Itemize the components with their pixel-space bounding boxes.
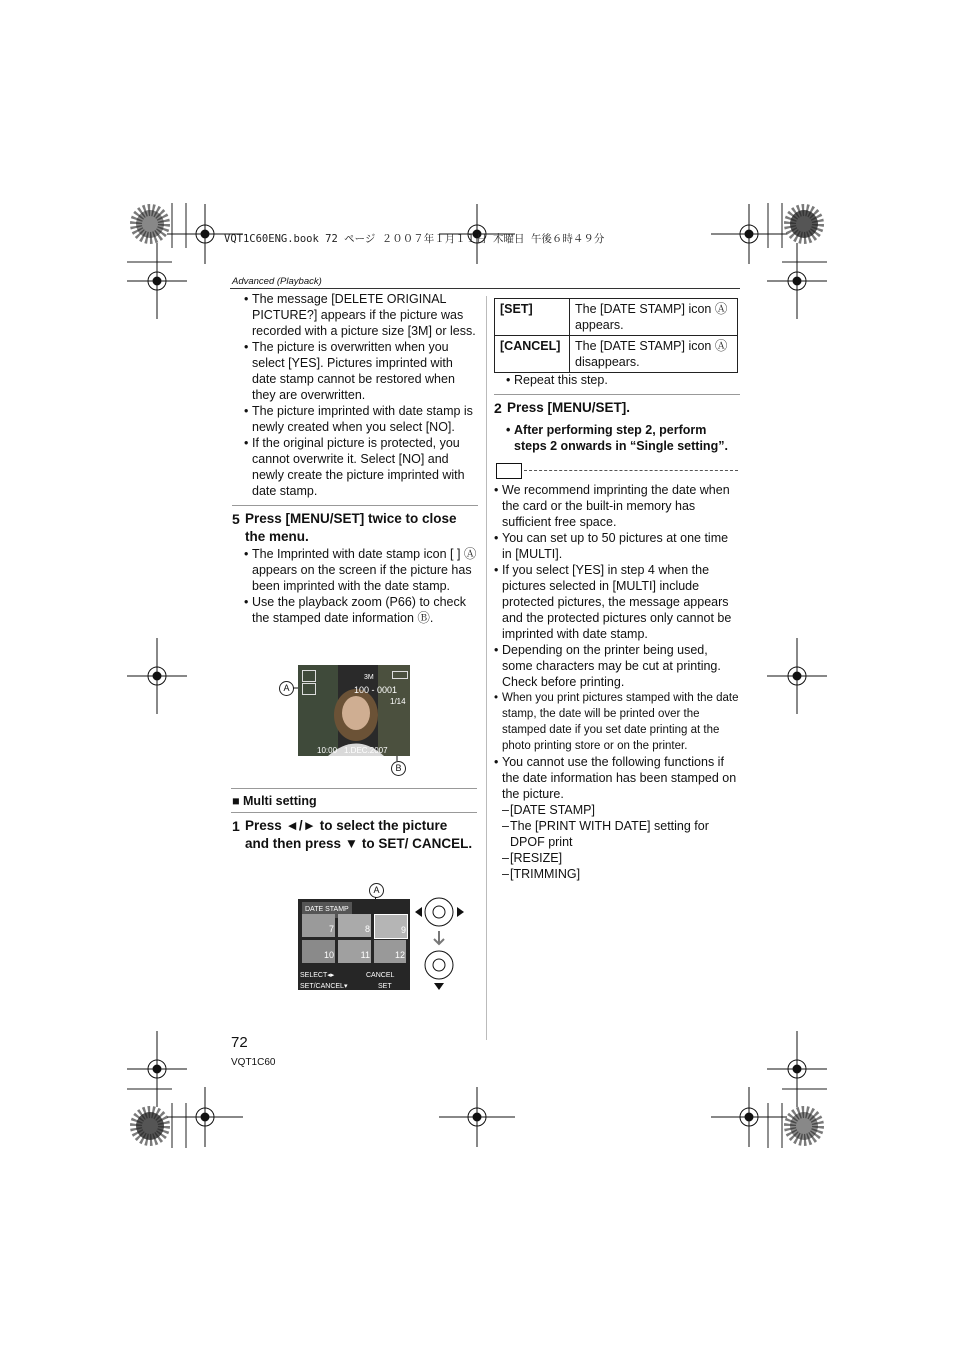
table-key: [CANCEL] bbox=[495, 336, 570, 373]
left-arrow-icon bbox=[415, 907, 422, 917]
header-rule bbox=[230, 288, 740, 289]
step2-note bbox=[494, 422, 740, 454]
divider bbox=[231, 812, 477, 813]
down-triangle-icon bbox=[434, 983, 444, 990]
label-b: B bbox=[391, 761, 406, 776]
column-divider bbox=[486, 296, 487, 1040]
bullet-item: • The picture is overwritten when you select [YES]. Pictures imprinted with date stamp cannot be restored when they are overwritten. bbox=[232, 339, 478, 403]
dash-item: – The [PRINT WITH DATE] setting for DPOF print bbox=[502, 818, 740, 850]
bullet-item: • The Imprinted with date stamp icon [ ] Ⓐ appears on the screen if the picture has been imprinted with the date stamp. bbox=[232, 546, 478, 594]
file-number: 100 - 0001 bbox=[354, 685, 398, 695]
down-arrow-icon bbox=[434, 931, 444, 944]
label-a: A bbox=[279, 681, 294, 696]
play-icon bbox=[302, 670, 316, 682]
bullet-item: • If you select [YES] in step 4 when the pictures selected in [MULTI] include protected pictures, the message appears and the protected pictures only cannot be imprinted with date stamp. bbox=[494, 562, 740, 642]
bullet-item: • When you print pictures stamped with the date stamp, the date will be printed over the stamped date if you set date printing at the photo printing store or on the printer. bbox=[494, 690, 740, 754]
bullet-item: • Use the playback zoom (P66) to check the stamped date information Ⓑ. bbox=[232, 594, 478, 626]
step-2 bbox=[494, 399, 740, 418]
picture-count: 1/14 bbox=[390, 697, 406, 706]
table-row bbox=[495, 336, 738, 373]
screen-title: DATE STAMP bbox=[302, 902, 352, 918]
date-stamp-icon bbox=[302, 683, 316, 695]
bullet-item: • Repeat this step. bbox=[494, 372, 740, 388]
page-number: 72 bbox=[231, 1034, 248, 1051]
thumbnail[interactable]: 11 bbox=[338, 940, 371, 963]
bullet-item: • The message [DELETE ORIGINAL PICTURE?] appears if the picture was recorded with a picture size [3M] or less. bbox=[232, 291, 478, 339]
divider bbox=[494, 394, 740, 395]
step-number: 2 bbox=[494, 400, 502, 416]
label-a: A bbox=[369, 883, 384, 898]
bullet-item: • You can set up to 50 pictures at one time in [MULTI]. bbox=[494, 530, 740, 562]
dashed-rule bbox=[524, 470, 738, 471]
thumbnail[interactable]: 12 bbox=[374, 940, 406, 963]
bullet-item: • If the original picture is protected, you cannot overwrite it. Select [NO] and newly create the picture imprinted with date stamp. bbox=[232, 435, 478, 499]
memo-icon bbox=[496, 463, 522, 479]
bullet-item: • After performing step 2, perform steps 2 onwards in “Single setting”. bbox=[494, 422, 740, 454]
table-value: The [DATE STAMP] icon Ⓐ appears. bbox=[570, 299, 738, 336]
set-cancel-table-wrap bbox=[494, 298, 738, 373]
cursor-button-diagram bbox=[412, 895, 468, 991]
set-cancel-table bbox=[494, 298, 738, 373]
step-number: 1 bbox=[232, 818, 240, 834]
multi-screen bbox=[298, 899, 410, 990]
step-number: 5 bbox=[232, 511, 240, 527]
size-icon: 3M bbox=[364, 674, 374, 681]
notes-list bbox=[494, 482, 740, 802]
thumbnail[interactable]: 7 bbox=[302, 914, 335, 937]
step-text: Press [MENU/SET] twice to close the menu. bbox=[245, 511, 457, 544]
table-row bbox=[495, 299, 738, 336]
bullet-item: • Depending on the printer being used, some characters may be cut at printing. Check before printing. bbox=[494, 642, 740, 690]
battery-icon bbox=[392, 671, 408, 679]
thumbnail-selected[interactable]: 9 bbox=[374, 914, 408, 939]
section-label: Advanced (Playback) bbox=[232, 276, 322, 287]
dash-item: – [RESIZE] bbox=[502, 850, 740, 866]
step-5 bbox=[232, 510, 478, 546]
multi-setting-heading: ■ Multi setting bbox=[232, 794, 317, 808]
thumbnail-grid bbox=[302, 914, 406, 964]
time-readout: 10:00 bbox=[317, 746, 338, 755]
setcancel-hint: SET/CANCEL▾ bbox=[300, 983, 348, 990]
table-value: The [DATE STAMP] icon Ⓐ disappears. bbox=[570, 336, 738, 373]
notes-header bbox=[494, 460, 740, 482]
right-arrow-icon bbox=[457, 907, 464, 917]
right-column bbox=[494, 372, 740, 882]
table-key: [SET] bbox=[495, 299, 570, 336]
document-code: VQT1C60 bbox=[231, 1057, 276, 1068]
thumbnail[interactable]: 8 bbox=[338, 914, 371, 937]
repeat-note bbox=[494, 372, 740, 388]
dash-list bbox=[502, 802, 740, 882]
divider bbox=[231, 788, 477, 789]
left-column bbox=[232, 291, 478, 626]
bullet-item: • The picture imprinted with date stamp is newly created when you select [NO]. bbox=[232, 403, 478, 435]
bullet-item: • We recommend imprinting the date when the card or the built-in memory has sufficient free space. bbox=[494, 482, 740, 530]
bullets-top bbox=[232, 291, 478, 499]
select-hint: SELECT◂▸ bbox=[300, 972, 335, 979]
playback-screen bbox=[298, 665, 410, 756]
divider bbox=[232, 505, 478, 506]
print-header: VQT1C60ENG.book 72 ページ ２００７年１月１１日 木曜日 午後６時４９分 bbox=[224, 233, 605, 245]
cancel-hint: CANCEL bbox=[366, 972, 395, 979]
dash-item: – [DATE STAMP] bbox=[502, 802, 740, 818]
date-readout: 1.DEC.2007 bbox=[344, 746, 388, 755]
step-text: Press ◄/► to select the picture and then press ▼ to SET/ CANCEL. bbox=[245, 818, 473, 851]
dash-item: – [TRIMMING] bbox=[502, 866, 740, 882]
set-hint: SET bbox=[378, 983, 392, 990]
thumbnail[interactable]: 10 bbox=[302, 940, 335, 963]
step-text: Press [MENU/SET]. bbox=[507, 400, 631, 415]
bullet-item: • You cannot use the following functions if the date information has been stamped on the picture. bbox=[494, 754, 740, 802]
step5-bullets bbox=[232, 546, 478, 626]
step-1 bbox=[232, 817, 478, 853]
